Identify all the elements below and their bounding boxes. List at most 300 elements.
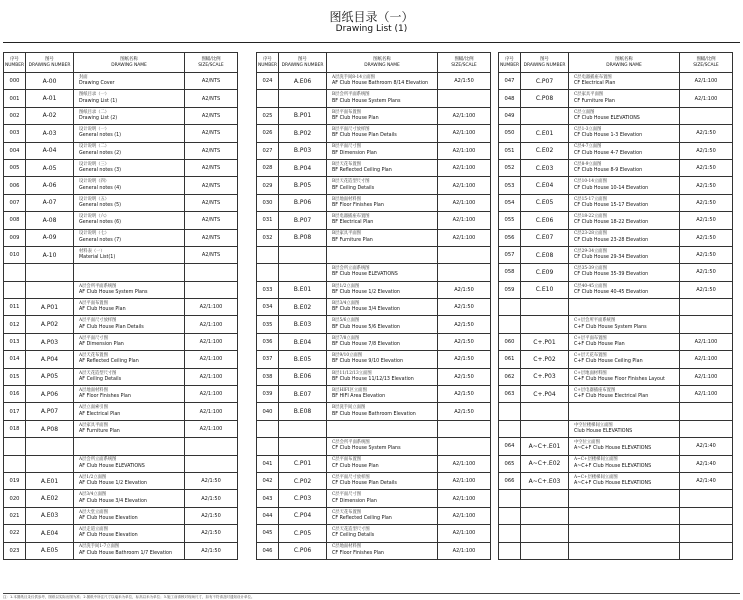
size-scale: A2/1:100 [185, 403, 238, 420]
drawing-name-en: AF Club House Bathroom 8/14 Elevation [332, 81, 429, 87]
drawing-number: A-06 [26, 177, 74, 194]
table-row [499, 73, 733, 90]
drawing-name-cn: 材料表（一） [79, 248, 105, 254]
drawing-number: A.P03 [26, 333, 74, 350]
drawing-name-en: AF Floor Finishes Plan [79, 394, 131, 400]
drawing-name-cn: C层立面图 [574, 109, 595, 115]
drawing-name-cn: 设计说明（一） [79, 127, 110, 133]
size-scale [185, 281, 238, 298]
drawing-name [74, 525, 185, 542]
size-scale: A2/NTS [185, 177, 238, 194]
row-number: 027 [257, 142, 279, 159]
drawing-name-cn: C+层电器插座布置图 [574, 387, 616, 393]
drawing-name [569, 299, 680, 316]
drawing-name-en: CF Electrical Plan [574, 81, 616, 87]
size-scale: A2/1:100 [438, 107, 491, 124]
table-row [499, 212, 733, 229]
drawing-number: C.E08 [521, 246, 569, 263]
drawing-name-cn: C层23-28立面图 [574, 231, 607, 237]
row-number: 036 [257, 333, 279, 350]
size-scale [680, 490, 733, 507]
size-scale: A2/1:100 [438, 525, 491, 542]
table-row [499, 316, 733, 333]
drawing-name [74, 142, 185, 159]
drawing-number: C+.P04 [521, 386, 569, 403]
drawing-name-en: AF Club House Elevation [79, 515, 138, 521]
table-row [257, 177, 491, 194]
size-scale [680, 525, 733, 542]
size-scale: A2/1:50 [680, 264, 733, 281]
table-row [257, 73, 491, 90]
header-cn: 图号 [298, 57, 307, 63]
drawing-number: A-04 [26, 142, 74, 159]
size-scale [680, 107, 733, 124]
header-en: SIZE/SCALE [451, 62, 477, 68]
row-number [499, 525, 521, 542]
drawing-name [569, 159, 680, 176]
table-row [257, 159, 491, 176]
row-number: 045 [257, 525, 279, 542]
drawing-name-en: BF Club House ELEVATIONS [332, 272, 398, 278]
row-number: 035 [257, 316, 279, 333]
drawing-number: A-00 [26, 73, 74, 90]
drawing-name [569, 125, 680, 142]
row-number: 066 [499, 472, 521, 489]
row-number: 043 [257, 490, 279, 507]
row-number: 029 [257, 177, 279, 194]
row-number: 058 [499, 264, 521, 281]
drawing-number: C.E10 [521, 281, 569, 298]
drawing-name [569, 438, 680, 455]
size-scale: A2/1:100 [185, 299, 238, 316]
drawing-name [569, 403, 680, 420]
table-row [257, 229, 491, 246]
drawing-number [521, 107, 569, 124]
row-number: 026 [257, 125, 279, 142]
size-scale: A2/1:100 [438, 194, 491, 211]
row-number: 059 [499, 281, 521, 298]
size-scale: A2/1:40 [680, 438, 733, 455]
size-scale: A2/1:100 [680, 368, 733, 385]
header-en: DRAWING NUMBER [28, 62, 71, 68]
drawing-number: C.P02 [279, 472, 327, 489]
size-scale [438, 438, 491, 455]
size-scale [185, 438, 238, 455]
drawing-name [74, 125, 185, 142]
row-number: 024 [257, 73, 279, 90]
drawing-name-cn: B层3/4立面图 [332, 300, 360, 306]
size-scale: A2/1:50 [438, 299, 491, 316]
size-scale: A2/1:100 [438, 212, 491, 229]
drawing-name [569, 281, 680, 298]
drawing-name-cn: A层3/4立面图 [79, 492, 107, 498]
drawing-name-cn: C层天花造型尺寸图 [332, 527, 370, 533]
table-row [4, 299, 238, 316]
drawing-number: C.E01 [521, 125, 569, 142]
drawing-name [569, 142, 680, 159]
drawing-name-en: BF Club House 11/12/13 Elevation [332, 376, 414, 382]
drawing-name-cn: B层家具平面图 [332, 231, 361, 237]
drawing-number: A-07 [26, 194, 74, 211]
drawing-name [569, 194, 680, 211]
drawing-name-cn: 图纸目录（二） [79, 109, 110, 115]
drawing-name-en: A~C+F Club House ELEVATIONS [574, 463, 652, 469]
header-number [257, 53, 279, 73]
table-row [257, 420, 491, 437]
drawing-name-en: CF Reflected Ceiling Plan [332, 515, 392, 521]
drawing-number: C.E09 [521, 264, 569, 281]
size-scale: A2/1:50 [680, 194, 733, 211]
drawing-name-en: CF Club House System Plans [332, 446, 401, 452]
drawing-name-cn: A层天花造型尺寸图 [79, 370, 117, 376]
row-number [4, 281, 26, 298]
drawing-name-cn: C层家具平面图 [574, 92, 604, 98]
drawing-name-cn: B层7/8立面图 [332, 335, 360, 341]
drawing-name-cn: C层8-9立面图 [574, 161, 602, 167]
row-number [4, 438, 26, 455]
drawing-number: B.P05 [279, 177, 327, 194]
table-row [4, 333, 238, 350]
row-number [257, 246, 279, 263]
drawing-name [569, 177, 680, 194]
row-number [257, 420, 279, 437]
drawing-name-en: CF Club House Plan [332, 463, 379, 469]
size-scale: A2/1:100 [680, 90, 733, 107]
drawing-name [74, 368, 185, 385]
drawing-name-en: AF Club House System Plans [79, 289, 148, 295]
size-scale: A2/1:100 [185, 368, 238, 385]
table-row [257, 212, 491, 229]
drawing-number: A.E06 [279, 73, 327, 90]
drawing-name-cn: C层平面尺寸放样图 [332, 474, 370, 480]
drawing-name-cn: B层1/2立面图 [332, 283, 360, 289]
drawing-number [521, 403, 569, 420]
size-scale: A2/1:50 [438, 351, 491, 368]
drawing-name-cn: 设计说明（三） [79, 161, 110, 167]
table-row [4, 542, 238, 559]
drawing-name-en: Drawing Cover [79, 81, 115, 87]
table-row [4, 194, 238, 211]
drawing-name-en: BF Club House 7/8 Elevation [332, 342, 400, 348]
drawing-name-cn: B层天花布置图 [332, 161, 361, 167]
drawing-name [74, 246, 185, 263]
size-scale [680, 316, 733, 333]
row-number [257, 264, 279, 281]
size-scale: A2/1:50 [438, 368, 491, 385]
size-scale: A2/NTS [185, 159, 238, 176]
header-cn: 序号 [505, 57, 514, 63]
drawing-name-cn: A层会所平面系统图 [79, 283, 117, 289]
drawing-name-cn: A层平面尺寸图 [79, 335, 108, 341]
drawing-number [521, 316, 569, 333]
header-en: DRAWING NUMBER [281, 62, 324, 68]
table-row [499, 542, 733, 559]
drawing-name-cn: C+层天花布置图 [574, 353, 607, 359]
drawing-name [74, 333, 185, 350]
drawing-number [26, 455, 74, 472]
table-row [257, 246, 491, 263]
drawing-number: C.P03 [279, 490, 327, 507]
table-row [4, 246, 238, 263]
drawing-name [74, 73, 185, 90]
size-scale: A2/NTS [185, 125, 238, 142]
drawing-name-en: General notes (7) [79, 237, 122, 243]
drawing-name [569, 368, 680, 385]
header-en: DRAWING NAME [606, 62, 642, 68]
table-row [499, 299, 733, 316]
row-number [499, 507, 521, 524]
size-scale: A2/1:50 [185, 525, 238, 542]
drawing-number: A-01 [26, 90, 74, 107]
drawing-name-cn: C层电器插座布置图 [574, 74, 612, 80]
drawing-name-cn: B层天花造型尺寸图 [332, 179, 370, 185]
drawing-number: A~C+.E03 [521, 472, 569, 489]
drawing-name-cn: 中空位立面图 [574, 440, 600, 446]
drawing-name [74, 229, 185, 246]
row-number: 004 [4, 142, 26, 159]
size-scale [680, 299, 733, 316]
row-number: 054 [499, 194, 521, 211]
size-scale: A2/1:50 [680, 159, 733, 176]
drawing-name-en: AF Reflected Ceiling Plan [79, 359, 139, 365]
drawing-name [327, 159, 438, 176]
drawing-name-cn: A层家具平面图 [79, 422, 108, 428]
drawing-name [74, 281, 185, 298]
drawing-name-en: CF Club House 1-3 Elevation [574, 133, 643, 139]
size-scale: A2/1:100 [438, 229, 491, 246]
drawing-name-cn: 设计说明（四） [79, 179, 110, 185]
drawing-name-cn: C层29-34立面图 [574, 248, 607, 254]
drawing-name-cn: 封面 [79, 74, 88, 80]
size-scale: A2/1:40 [680, 455, 733, 472]
drawing-name [569, 229, 680, 246]
row-number: 040 [257, 403, 279, 420]
drawing-name [327, 351, 438, 368]
table-row [499, 525, 733, 542]
drawing-name-cn: 中空位楼梯间立面图 [574, 422, 613, 428]
drawing-name-cn: A层立面索引图 [79, 405, 108, 411]
drawing-name-en: C+F Club House Ceiling Plan [574, 359, 643, 365]
table-row [499, 194, 733, 211]
drawing-name [569, 420, 680, 437]
drawing-name-cn: A层会所立面系统图 [79, 457, 117, 463]
drawing-name-cn: A层1/2立面图 [79, 474, 107, 480]
drawing-number: A-09 [26, 229, 74, 246]
drawing-name [327, 107, 438, 124]
header-size-scale [680, 53, 733, 73]
size-scale: A2/1:100 [438, 507, 491, 524]
table-row [4, 107, 238, 124]
drawing-number: A-10 [26, 246, 74, 263]
drawing-name-en: General notes (6) [79, 220, 122, 226]
drawing-number: C+.P01 [521, 333, 569, 350]
row-number: 039 [257, 386, 279, 403]
drawing-number: A.E01 [26, 472, 74, 489]
drawing-name-cn: B层HIFI区立面图 [332, 387, 367, 393]
size-scale: A2/1:50 [680, 125, 733, 142]
size-scale: A2/1:50 [438, 281, 491, 298]
drawing-name-cn: B层5/6立面图 [332, 318, 360, 324]
header-drawing-number [521, 53, 569, 73]
size-scale: A2/1:50 [680, 177, 733, 194]
drawing-number [26, 281, 74, 298]
drawing-name-cn: C层35-39立面图 [574, 266, 607, 272]
drawing-name-en: AF Club House Elevation [79, 533, 138, 539]
drawing-name [327, 386, 438, 403]
header-drawing-number [26, 53, 74, 73]
drawing-number: A.P08 [26, 420, 74, 437]
size-scale [438, 90, 491, 107]
row-number: 001 [4, 90, 26, 107]
table-row [499, 455, 733, 472]
table-row [257, 333, 491, 350]
size-scale: A2/1:100 [438, 472, 491, 489]
size-scale: A2/1:100 [680, 386, 733, 403]
drawing-number: A.E03 [26, 507, 74, 524]
header-cn: 序号 [10, 57, 19, 63]
row-number: 049 [499, 107, 521, 124]
drawing-number: C.P01 [279, 455, 327, 472]
drawing-name-cn: A层走道立面图 [79, 527, 108, 533]
drawing-name-cn: B层洗手间立面图 [332, 405, 366, 411]
drawing-name [569, 212, 680, 229]
drawing-name-en: CF Club House 10-14 Elevation [574, 185, 649, 191]
drawing-number: C.P04 [279, 507, 327, 524]
drawing-name-en: C+F Club House Floor Finishes Layout [574, 376, 665, 382]
table-row [4, 316, 238, 333]
drawing-name-en: Drawing List (2) [79, 115, 118, 121]
table-row [257, 368, 491, 385]
table-row [499, 438, 733, 455]
row-number: 034 [257, 299, 279, 316]
drawing-number [521, 542, 569, 559]
header-cn: 图号 [540, 57, 549, 63]
drawing-number: C+.P02 [521, 351, 569, 368]
header-cn: 图纸名称 [120, 57, 138, 63]
drawing-name-cn: C层会所平面系统图 [332, 440, 370, 446]
header-en: SIZE/SCALE [693, 62, 719, 68]
drawing-name-cn: B层地面材料图 [332, 196, 361, 202]
row-number: 017 [4, 403, 26, 420]
table-row [257, 490, 491, 507]
size-scale: A2/1:50 [438, 73, 491, 90]
size-scale: A2/1:50 [680, 281, 733, 298]
drawing-name [74, 455, 185, 472]
drawing-name-en: BF Floor Finishes Plan [332, 202, 384, 208]
drawing-name-en: General notes (5) [79, 202, 122, 208]
header-number [499, 53, 521, 73]
table-row [499, 281, 733, 298]
drawing-number: B.E08 [279, 403, 327, 420]
table-row [257, 281, 491, 298]
table-row [4, 90, 238, 107]
drawing-name [569, 386, 680, 403]
table-header [4, 53, 238, 73]
drawing-name [327, 438, 438, 455]
header-en: NUMBER [4, 62, 25, 68]
drawing-number: A~C+.E02 [521, 455, 569, 472]
table-row [4, 177, 238, 194]
header-en: DRAWING NAME [364, 62, 400, 68]
drawing-name-cn: A层平面尺寸放样图 [79, 318, 117, 324]
row-number: 023 [4, 542, 26, 559]
drawing-name-en: CF Club House 29-34 Elevation [574, 255, 649, 261]
drawing-number: B.E02 [279, 299, 327, 316]
table-row [499, 125, 733, 142]
table-row [4, 73, 238, 90]
header-cn: 图幅/比例 [454, 57, 474, 63]
header-drawing-number [279, 53, 327, 73]
size-scale [185, 264, 238, 281]
table-row [257, 438, 491, 455]
header-cn: 图幅/比例 [201, 57, 221, 63]
row-number: 005 [4, 159, 26, 176]
drawing-name [74, 264, 185, 281]
drawing-name-en: BF Club House Plan [332, 115, 379, 121]
row-number [499, 490, 521, 507]
drawing-name-cn: A层洗手间1-7立面图 [79, 544, 120, 550]
drawing-name [327, 420, 438, 437]
drawing-name-en: A~C+F Club House ELEVATIONS [574, 481, 652, 487]
size-scale: A2/1:100 [185, 420, 238, 437]
drawing-number: B.E06 [279, 368, 327, 385]
row-number: 062 [499, 368, 521, 385]
table-row [4, 264, 238, 281]
drawing-name-en: Club House ELEVATIONS [574, 429, 633, 434]
row-number: 013 [4, 333, 26, 350]
drawing-name-en: C+F Club House System Plans [574, 324, 647, 330]
table-row [499, 403, 733, 420]
row-number: 050 [499, 125, 521, 142]
table-row [4, 420, 238, 437]
table-row [257, 107, 491, 124]
table-row [4, 386, 238, 403]
row-number: 056 [499, 229, 521, 246]
drawing-number [279, 420, 327, 437]
row-number: 044 [257, 507, 279, 524]
drawing-name [74, 177, 185, 194]
drawing-number: A-03 [26, 125, 74, 142]
table-row [4, 525, 238, 542]
drawing-name-en: BF Ceiling Details [332, 185, 375, 191]
drawing-name-en: AF Furniture Plan [79, 429, 120, 434]
table-row [4, 472, 238, 489]
drawing-name-cn: C+层平面布置图 [574, 335, 607, 341]
drawing-name [74, 472, 185, 489]
drawing-name-cn: B层9/10立面图 [332, 353, 362, 359]
size-scale: A2/NTS [185, 90, 238, 107]
drawing-name-en: AF Club House 3/4 Elevation [79, 498, 147, 504]
drawing-name-en: BF Reflected Ceiling Plan [332, 168, 392, 174]
drawing-name-en: BF Club House Plan Details [332, 133, 397, 139]
drawing-number: A.P05 [26, 368, 74, 385]
drawing-number [521, 420, 569, 437]
drawing-name [327, 142, 438, 159]
row-number: 011 [4, 299, 26, 316]
drawing-name-cn: C层天花布置图 [332, 509, 362, 515]
table-row [499, 142, 733, 159]
row-number [499, 542, 521, 559]
table-row [257, 507, 491, 524]
drawing-name [569, 472, 680, 489]
drawing-number: A.E02 [26, 490, 74, 507]
drawing-number: C.E02 [521, 142, 569, 159]
drawing-name [327, 299, 438, 316]
header-size-scale [185, 53, 238, 73]
table-row [257, 542, 491, 559]
drawing-name-en: CF Club House ELEVATIONS [574, 115, 640, 121]
drawing-name [327, 212, 438, 229]
